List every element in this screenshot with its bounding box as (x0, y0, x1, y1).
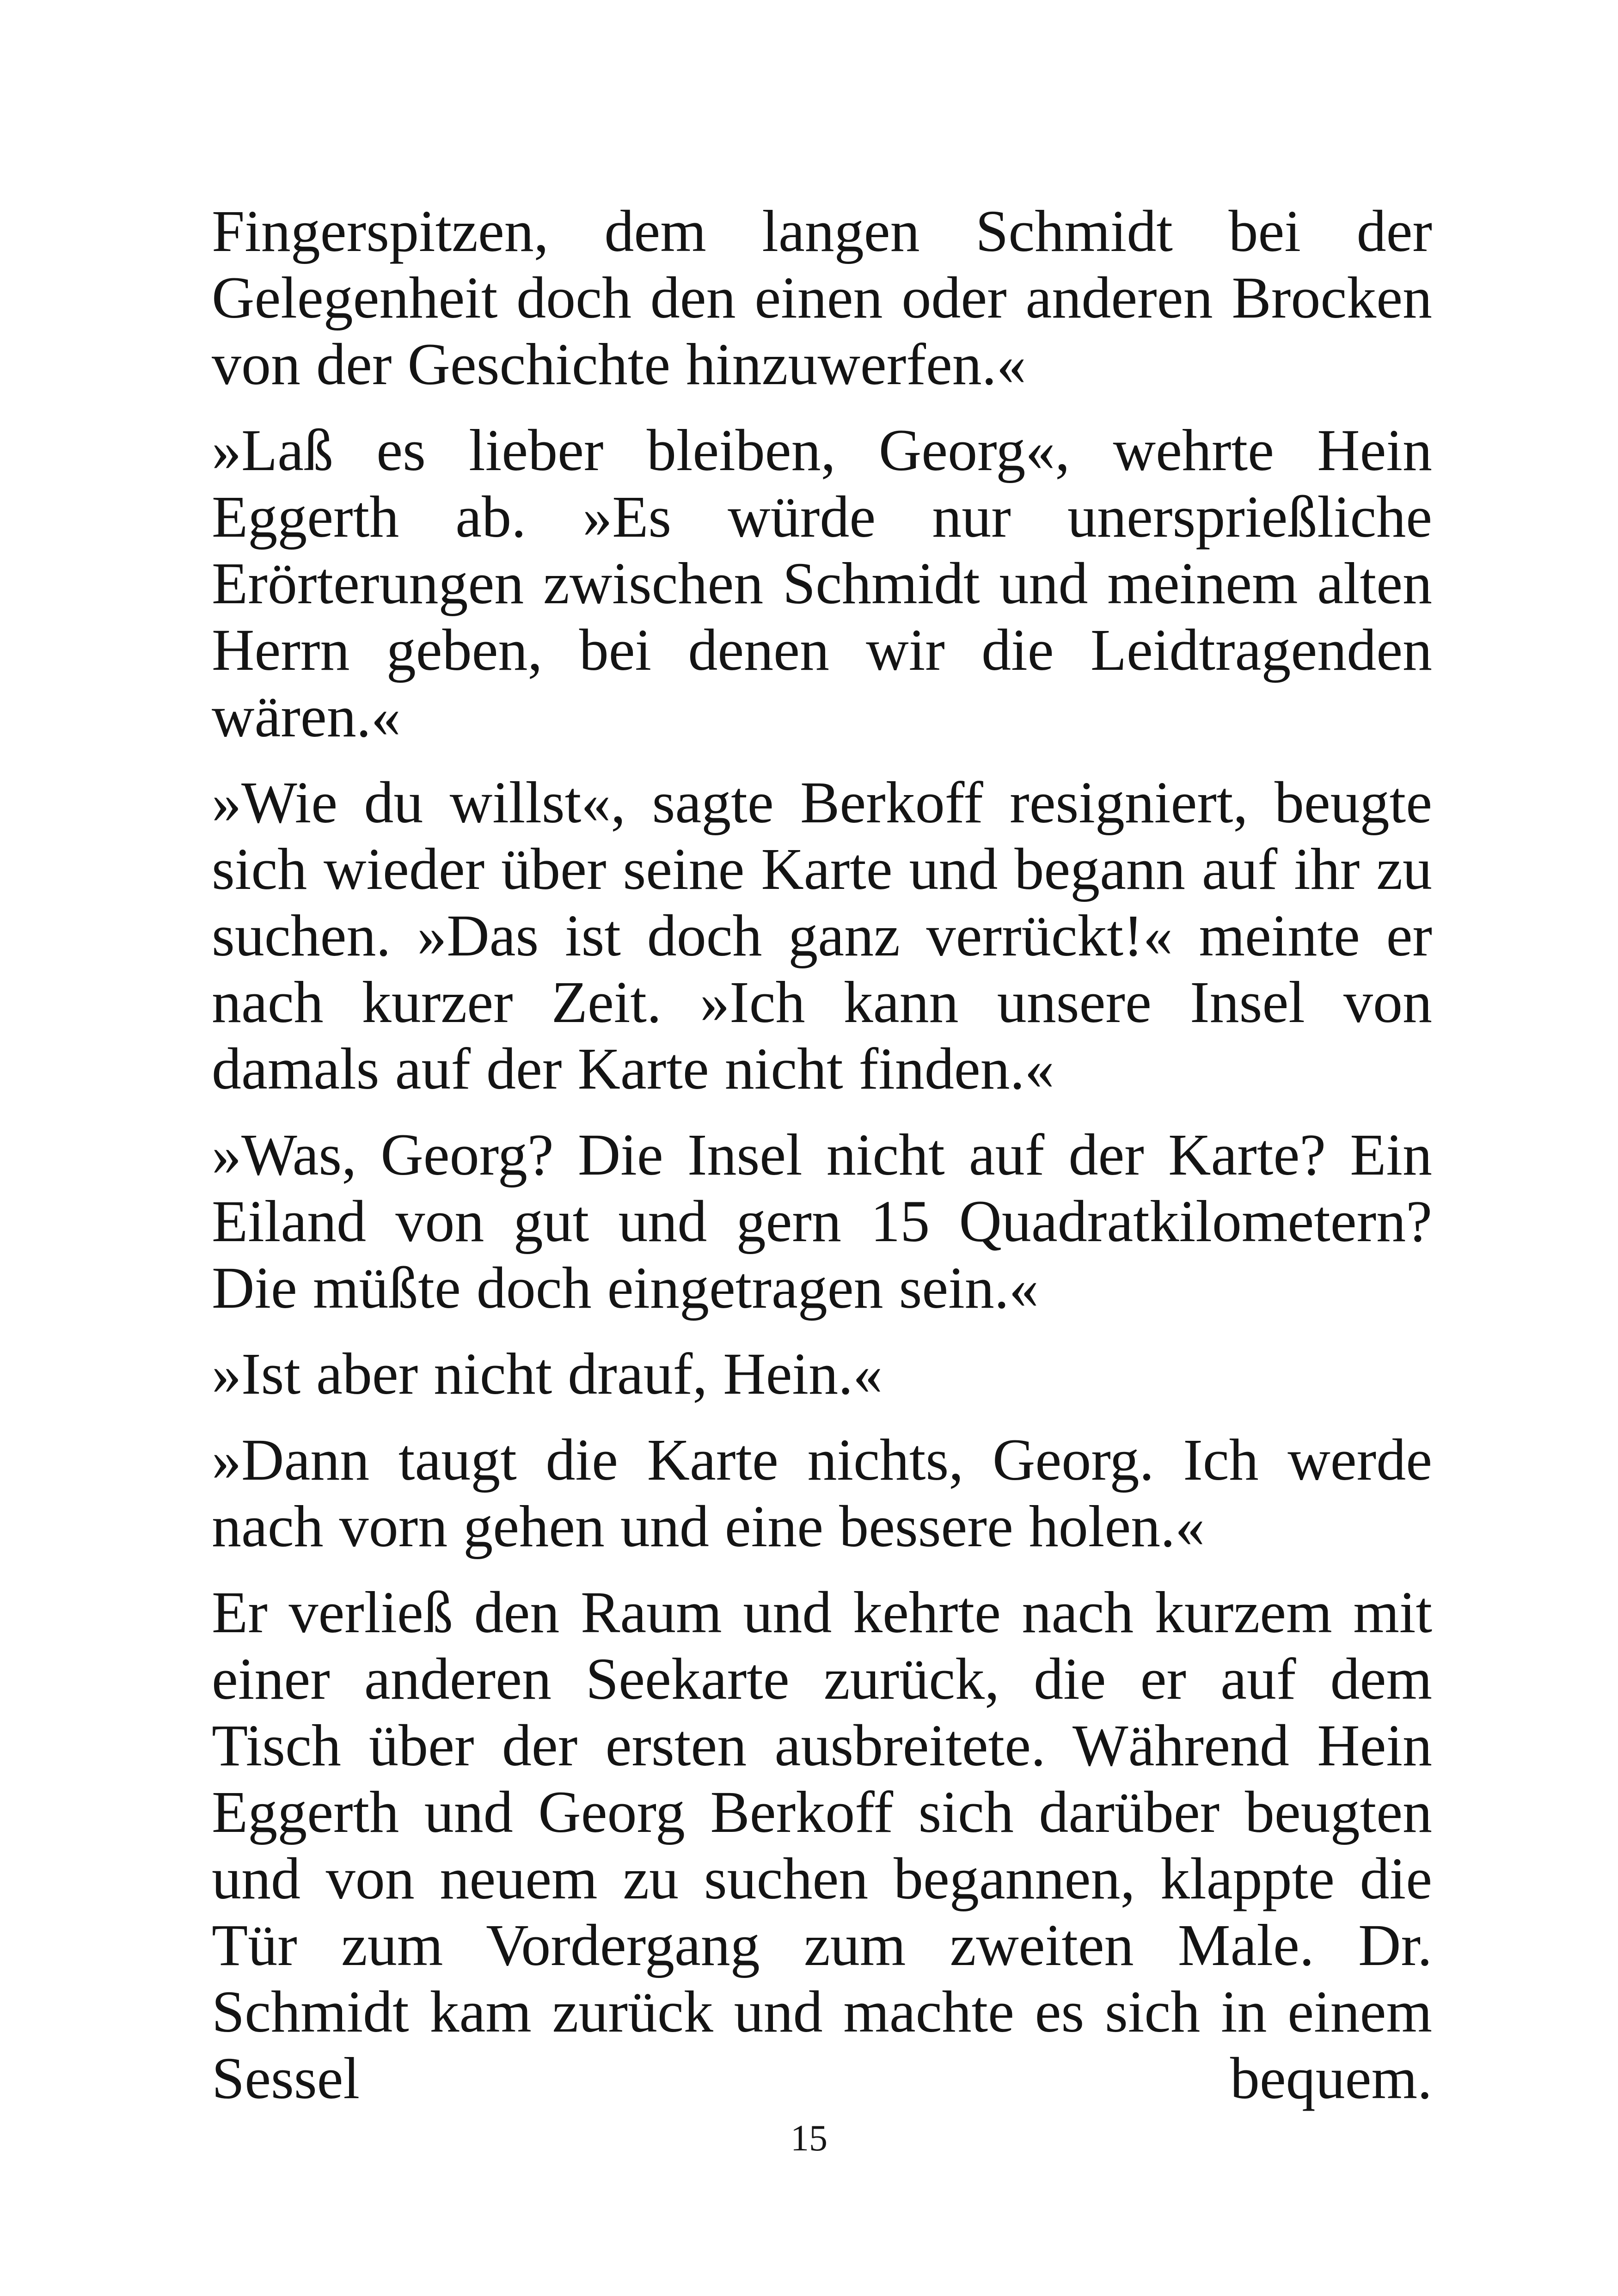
paragraph: »Ist aber nicht drauf, Hein.« (212, 1341, 883, 1407)
paragraph: »Laß es lieber bleiben, Georg«, wehrte Hein Eggerth ab. »Es würde nur unersprießliche Erörterungen zwischen Schmidt und meinem alten Herrn geben, bei denen wir die Leidtragenden wären.« (212, 417, 1432, 749)
paragraph: Fingerspitzen, dem langen Schmidt bei der Gelegenheit doch den einen oder anderen Brocken von der Geschichte hinzuwerfen.« (212, 198, 1432, 397)
body-text (212, 198, 1432, 2112)
paragraph: »Wie du willst«, sagte Berkoff resigniert, beugte sich wieder über seine Karte und begann auf ihr zu suchen. »Das ist doch ganz verrückt!« meinte er nach kurzer Zeit. »Ich kann unsere Insel von damals auf der Karte nicht finden.« (212, 770, 1432, 1102)
page-number: 15 (791, 2118, 827, 2159)
paragraph: »Dann taugt die Karte nichts, Georg. Ich werde nach vorn gehen und eine bessere holen.« (212, 1427, 1432, 1559)
paragraph: »Was, Georg? Die Insel nicht auf der Karte? Ein Eiland von gut und gern 15 Quadratkilometern? Die müßte doch eingetragen sein.« (212, 1122, 1432, 1321)
paragraph: Er verließ den Raum und kehrte nach kurzem mit einer anderen Seekarte zurück, die er auf dem Tisch über der ersten ausbreitete. Während Hein Eggerth und Georg Berkoff sich darüber beugten und von neuem zu suchen begannen, klappte die Tür zum Vordergang zum zweiten Male. Dr. Schmidt kam zurück und machte es sich in einem Sessel bequem. (212, 1580, 1432, 2111)
